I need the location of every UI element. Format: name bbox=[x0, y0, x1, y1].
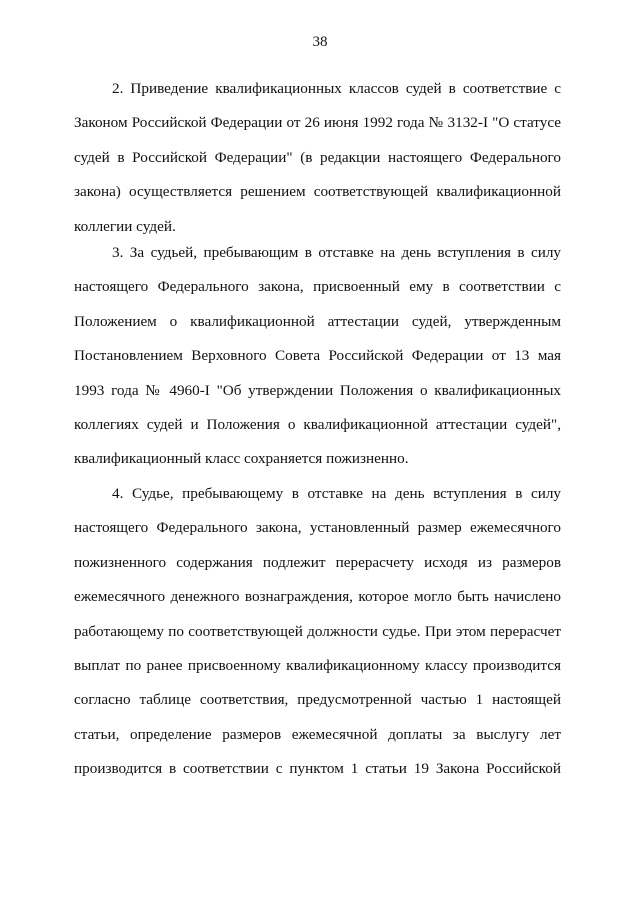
text-line: 3. За судьей, пребывающим в отставке на день вступления в силу bbox=[112, 244, 561, 261]
text-line: работающему по соответствующей должности судье. При этом перерасчет bbox=[74, 622, 561, 640]
text-line: Законом Российской Федерации от 26 июня 1992 года № 3132-I "О статусе bbox=[74, 114, 561, 132]
text-line: ежемесячного денежного вознаграждения, которое могло быть начислено bbox=[74, 588, 561, 606]
text-line: настоящего Федерального закона, присвоенный ему в соответствии с bbox=[74, 278, 561, 296]
text-line: 2. Приведение квалификационных классов судей в соответствие с bbox=[112, 80, 561, 97]
text-line: пожизненного содержания подлежит перерасчету исходя из размеров bbox=[74, 553, 561, 571]
text-line: 1993 года № 4960-I "Об утверждении Положения о квалификационных bbox=[74, 381, 561, 399]
text-line: Постановлением Верховного Совета Российской Федерации от 13 мая bbox=[74, 347, 561, 365]
text-line: настоящего Федерального закона, установленный размер ежемесячного bbox=[74, 519, 561, 537]
text-line: производится в соответствии с пунктом 1 статьи 19 Закона Российской bbox=[74, 760, 561, 778]
text-line: согласно таблице соответствия, предусмотренной частью 1 настоящей bbox=[74, 691, 561, 709]
text-line: выплат по ранее присвоенному квалификационному классу производится bbox=[74, 656, 561, 674]
text-line: судей в Российской Федерации" (в редакции настоящего Федерального bbox=[74, 148, 561, 166]
text-line: Положением о квалификационной аттестации судей, утвержденным bbox=[74, 312, 561, 330]
paragraph-3 bbox=[74, 236, 561, 477]
text-line: коллегии судей. bbox=[74, 217, 176, 235]
text-line: закона) осуществляется решением соответствующей квалификационной bbox=[74, 183, 561, 201]
paragraph-4 bbox=[74, 477, 561, 787]
text-line: статьи, определение размеров ежемесячной доплаты за выслугу лет bbox=[74, 725, 561, 743]
paragraph-2 bbox=[74, 72, 561, 244]
text-line: коллегиях судей и Положения о квалификационной аттестации судей", bbox=[74, 415, 561, 433]
text-line: квалификационный класс сохраняется пожизненно. bbox=[74, 450, 409, 468]
text-line: 4. Судье, пребывающему в отставке на день вступления в силу bbox=[112, 485, 561, 502]
page-number: 38 bbox=[312, 34, 328, 50]
